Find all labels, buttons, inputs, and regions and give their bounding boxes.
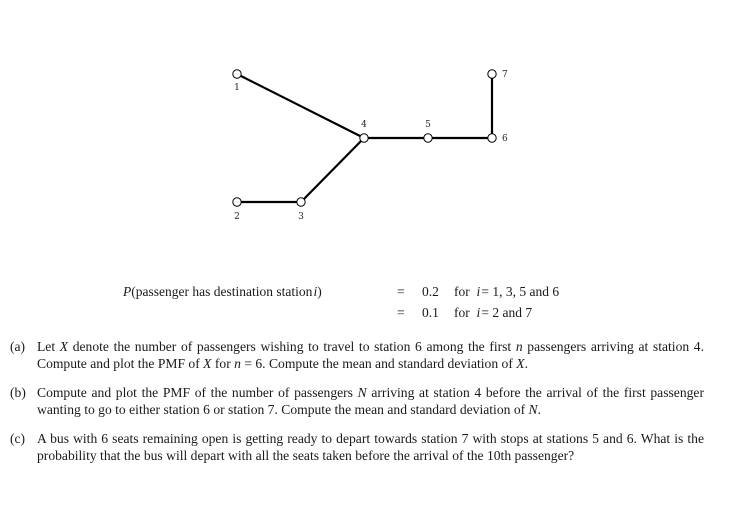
station-label-6: 6 <box>502 134 508 144</box>
station-label-3: 3 <box>298 212 304 222</box>
station-node-1 <box>233 70 241 78</box>
station-node-6 <box>488 134 496 142</box>
station-node-7 <box>488 70 496 78</box>
equals-sign: = <box>397 284 405 299</box>
station-node-2 <box>233 198 241 206</box>
station-label-1: 1 <box>234 83 240 93</box>
station-label-4: 4 <box>361 120 367 130</box>
edge-1-4 <box>237 74 364 138</box>
equation-lhs: P(passenger has destination station i) <box>123 284 322 299</box>
part-label: (a) <box>10 339 26 354</box>
equals-sign: = <box>397 305 405 320</box>
condition: for i = 2 and 7 <box>454 305 533 320</box>
part-label: (b) <box>10 385 26 400</box>
probability-value: 0.1 <box>422 305 439 320</box>
station-label-5: 5 <box>425 120 431 130</box>
station-node-5 <box>424 134 432 142</box>
part-c: (c) A bus with 6 seats remaining open is getting ready to depart towards station 7 with stops at stations 5 and 6. What is the probability that the bus will depart with all the seats taken before the arrival of the 10th passenger? <box>10 431 704 463</box>
station-node-3 <box>297 198 305 206</box>
station-label-7: 7 <box>502 70 508 80</box>
station-network-graph <box>0 0 730 240</box>
edge-3-4 <box>301 138 364 202</box>
part-b: (b) Compute and plot the PMF of the number of passengers N arriving at station 4 before the arrival of the first passenger wanting to go to either station 6 or station 7. Compute the mean and standard deviation of N. <box>10 385 704 417</box>
equation-row-2 <box>0 306 730 322</box>
condition: for i = 1, 3, 5 and 6 <box>454 284 560 299</box>
equation-row-1 <box>0 285 730 301</box>
probability-value: 0.2 <box>422 284 439 299</box>
station-node-4 <box>360 134 368 142</box>
part-label: (c) <box>10 431 26 446</box>
station-label-2: 2 <box>234 212 240 222</box>
problem-parts <box>10 338 704 476</box>
part-a: (a) Let X denote the number of passengers wishing to travel to station 6 among the first n passengers arriving at station 4. Compute and plot the PMF of X for n = 6. Compute the mean and standard deviation of X. <box>10 339 705 371</box>
